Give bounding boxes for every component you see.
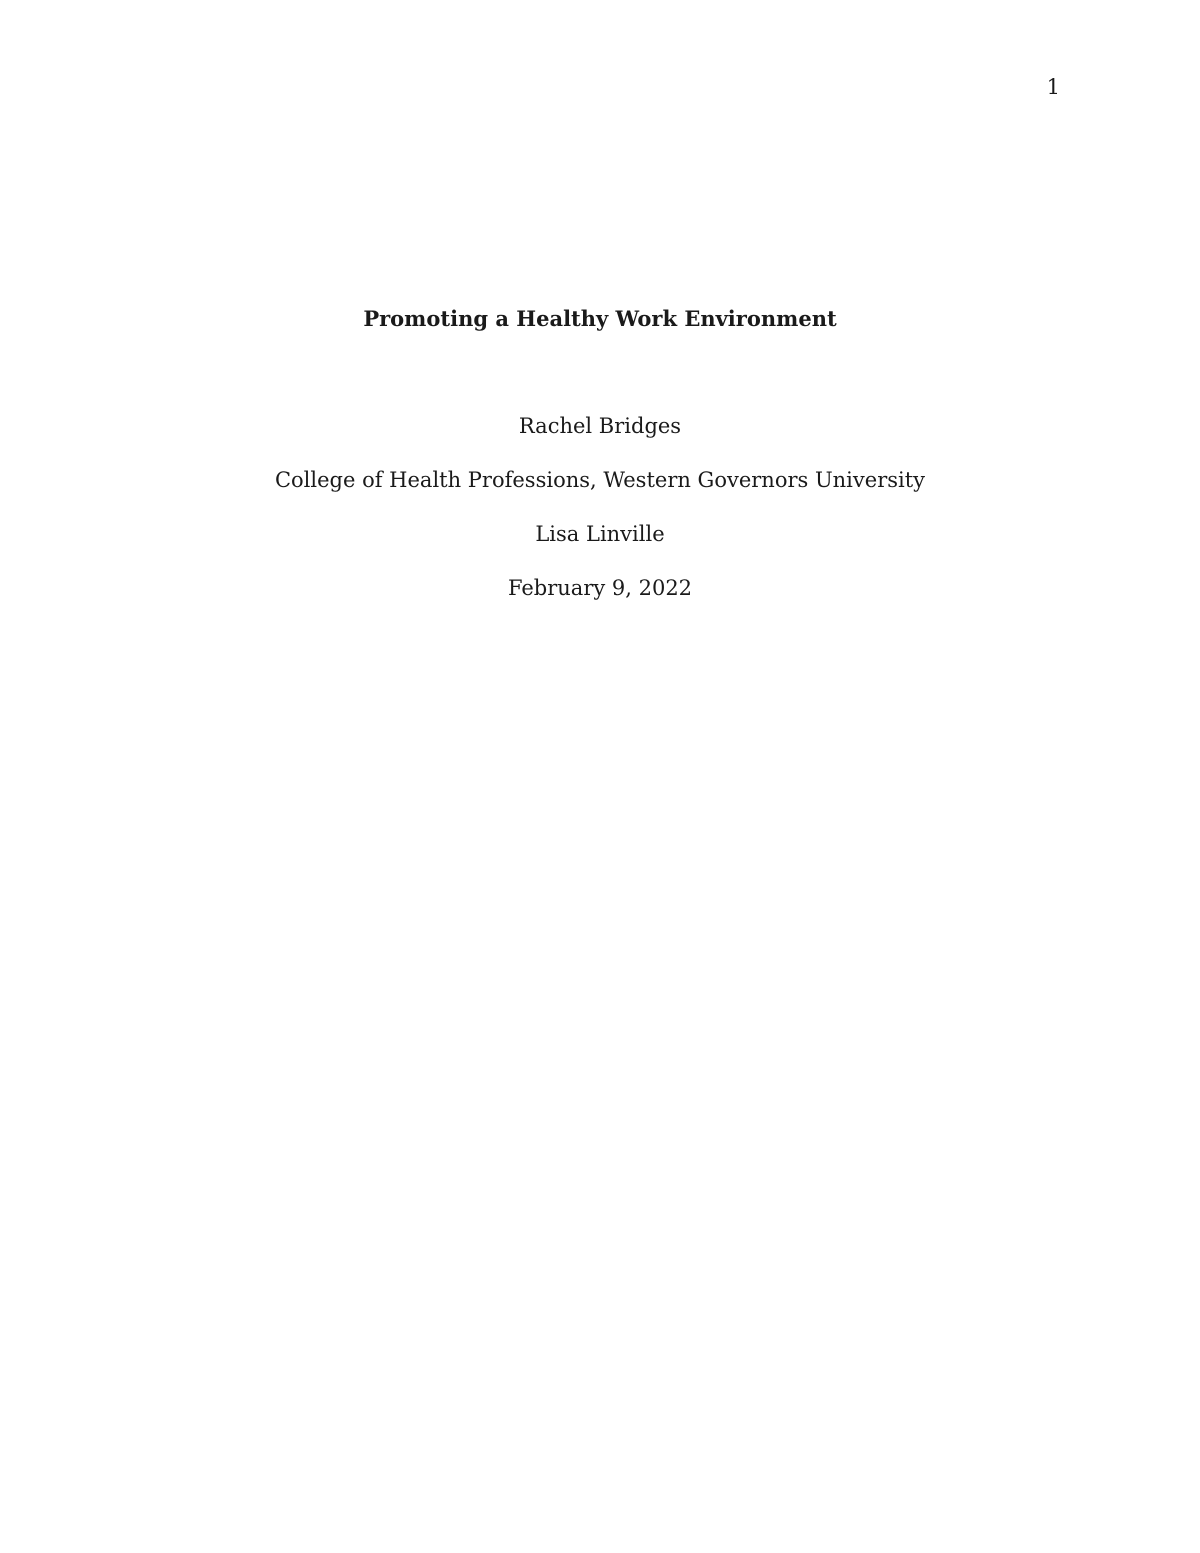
author-name: Rachel Bridges (518, 414, 682, 438)
institutional-affiliation: College of Health Professions, Western Governors University (274, 468, 926, 492)
submission-date: February 9, 2022 (507, 576, 693, 600)
page-number: 1 (1046, 75, 1060, 99)
paper-title: Promoting a Healthy Work Environment (363, 306, 837, 331)
title-block (0, 304, 1200, 334)
title-page-details (0, 411, 1200, 627)
instructor-name: Lisa Linville (535, 522, 665, 546)
